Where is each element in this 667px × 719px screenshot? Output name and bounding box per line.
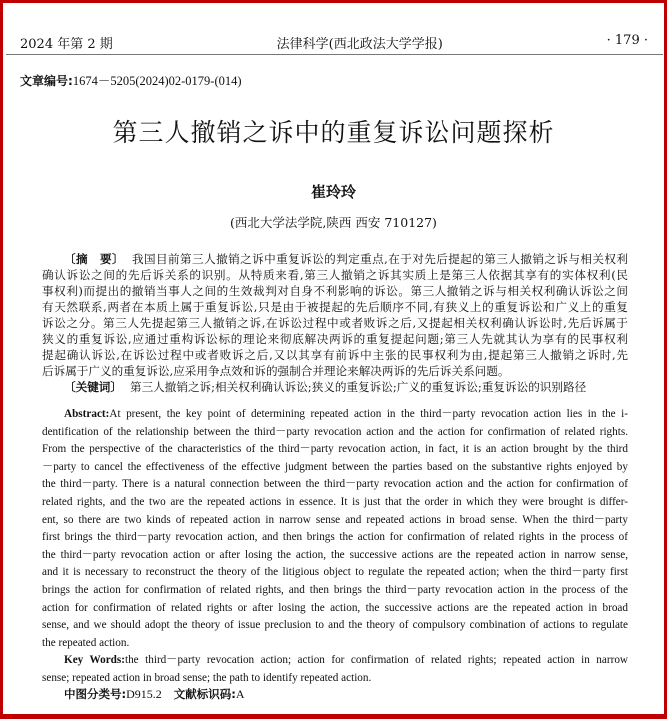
- article-title: 第三人撤销之诉中的重复诉讼问题探析: [112, 120, 555, 147]
- article-number: 文章编号:1674－5205(2024)02-0179-(014): [20, 74, 242, 88]
- page-number: · 179 ·: [606, 33, 648, 48]
- issue: 2024 年第 2 期: [20, 37, 113, 52]
- abstract-cn: 〔摘 要〕 我国目前第三人撤销之诉中重复诉讼的判定重点,在于对先后提起的第三人撤销之诉与相关权利 确认诉讼之间的先后诉关系的识别。从特质来看,第三人撤销之诉其实质上是第三人依据其享有的实体权利(民 事权利)而提出的撤销当事人之间的生效裁判对自身不利影响的诉讼。第三人撤销之诉与相关权利确认诉讼之间 有天然联系,两者在本质上属于重复诉讼,只是由于被提起的先后顺序不同,有狭义上的重复诉讼和广义上的重复 诉讼之分。第三人先提起第三人撤销之诉,在诉讼过程中或者败诉之后,又提起相关权利确认诉讼时,先后诉属于 狭义的重复诉讼,应通过重构诉讼标的理论来彻底解决两诉的重复提起问题;第三人先就其认为享有的民事权利 提起确认诉讼,在诉讼过程中或者败诉之后,又以其享有前诉中主张的民事权利为由,提起第三人撤销之诉时,先 后诉属于广义的重复诉讼,应采用争点效和诉的强制合并理论来解决两诉的先后诉关系问题。 〔关键词〕 第三人撤销之诉;相关权利确认诉讼;狭义的重复诉讼;广义的重复诉讼;重复诉讼的识别路径: [42, 252, 628, 394]
- classification: 中图分类号:D915.2 文献标识码:A: [64, 687, 245, 701]
- abstract-en: Abstract:At present, the key point of determining repeated action in the third－party revocation action lies in the i- dentification of the relationship between the third－party revocation action and the action for confirmation of related rights. From the perspective of the characteristics of the third－party revocation action, in fact, it is an action brought by the third －party to cancel the effectiveness of the effective judgment between the parties based on the substantive rights enjoyed by the third－party. There is a natural connection between the third－party revocation action and the action for confirmation of related rights, and the two are the repeated actions in essence. It is just that the order in which they were brought is differ- ent, so there are two kinds of repeated action in narrow sense and repeated actions in broad sense. When the third－party first brings the third－party revocation action, and then brings the action for confirmation of related rights in the process of the third－party revocation action or after losing the action, the successive actions are the repeated action in narrow sense, and it is necessary to reconstruct the theory of the litigious object to regulate the repeated action; when the third－party first brings the action for confirmation of related rights, and then brings the third－party revocation action in the process of the action for confirmation of related rights or after losing the action, the successive actions are the repeated action in broad sense, and we should adopt the theory of issue preclusion to and the theory of compulsory combination of actions to regulate the repeated action. Key Words:the third－party revocation action; action for confirmation of related rights; repeated action in narrow sense; repeated action in broad sense; the path to identify repeated action.: [42, 408, 628, 684]
- affiliation: (西北大学法学院,陕西 西安 710127): [230, 215, 437, 230]
- keywords-cn: 〔关键词〕 第三人撤销之诉;相关权利确认诉讼;狭义的重复诉讼;广义的重复诉讼;重复诉讼的识别路径: [64, 380, 587, 394]
- keywords-en: Key Words:the third－party revocation action; action for confirmation of related rights; repeated action in narrow: [64, 654, 628, 667]
- header-rule: [6, 54, 663, 55]
- author: 崔玲玲: [310, 183, 356, 201]
- journal-name: 法律科学(西北政法大学学报): [276, 37, 443, 52]
- running-header: [20, 33, 648, 51]
